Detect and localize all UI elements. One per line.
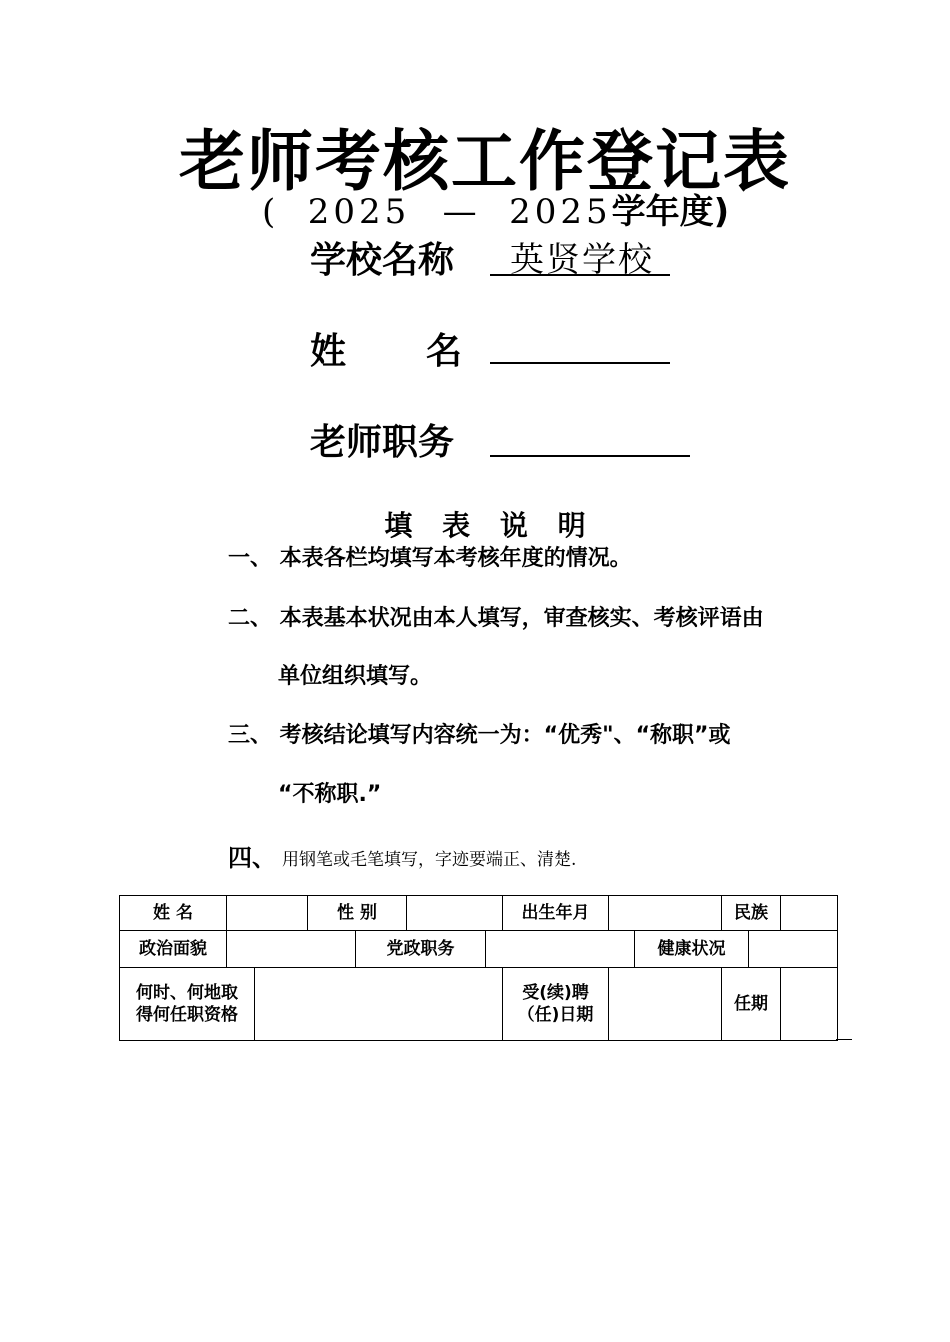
term-header-cell: 任期: [721, 967, 781, 1041]
ethnicity-input-cell[interactable]: [780, 895, 838, 931]
teacher-duty-field[interactable]: [490, 455, 690, 457]
qualification-header-cell: 何时、何地取得何任职资格: [119, 967, 255, 1041]
instruction-item-1: 一、 本表各栏均填写本考核年度的情况。: [228, 546, 632, 571]
school-name-label: 学校名称: [310, 240, 455, 281]
name-input-cell[interactable]: [226, 895, 308, 931]
health-header-cell: 健康状况: [634, 930, 749, 968]
year-suffix: 学年度): [611, 192, 730, 232]
basic-info-table: [119, 895, 838, 1041]
instruction-item-2: 二、 本表基本状况由本人填写，审查核实、考核评语由: [228, 606, 764, 631]
term-input-cell[interactable]: [780, 967, 838, 1041]
political-header-cell: 政治面貌: [119, 930, 227, 968]
instruction-item-3-cont: “不称职.”: [278, 782, 382, 807]
birth-header-cell: 出生年月: [502, 895, 609, 931]
party-post-input-cell[interactable]: [485, 930, 635, 968]
year-open-paren: (: [262, 192, 276, 232]
gender-header-cell: 性 别: [307, 895, 407, 931]
party-post-header-cell: 党政职务: [355, 930, 486, 968]
table-edge-divider: [836, 1039, 852, 1040]
appoint-date-input-cell[interactable]: [608, 967, 722, 1041]
instructions-title: 填 表 说 明: [384, 509, 596, 542]
instruction-item-4-number: 四、: [228, 844, 276, 872]
name-label: [310, 323, 462, 374]
year-dash: —: [442, 192, 477, 232]
gender-input-cell[interactable]: [406, 895, 503, 931]
instruction-item-3: 三、 考核结论填写内容统一为：“优秀"、“称职”或: [228, 723, 731, 748]
academic-year-line: [262, 184, 729, 233]
name-label-part2: 名: [426, 331, 463, 372]
appoint-date-header-cell: 受(续)聘（任)日期: [502, 967, 609, 1041]
end-year: 2025: [509, 192, 612, 232]
instruction-item-2-cont: 单位组织填写。: [278, 664, 433, 689]
name-label-part1: 姓: [310, 331, 347, 372]
teacher-duty-label: 老师职务: [310, 422, 455, 463]
name-header-cell: 姓 名: [119, 895, 227, 931]
page-title: 老师考核工作登记表: [179, 123, 791, 200]
school-name-field[interactable]: 英贤学校: [490, 232, 670, 276]
instruction-item-4: 用钢笔或毛笔填写，字迹要端正、清楚.: [282, 850, 577, 870]
birth-input-cell[interactable]: [608, 895, 722, 931]
ethnicity-header-cell: 民族: [721, 895, 781, 931]
political-input-cell[interactable]: [226, 930, 356, 968]
start-year: 2025: [307, 192, 411, 232]
qualification-input-cell[interactable]: [254, 967, 503, 1041]
name-field[interactable]: [490, 362, 670, 364]
health-input-cell[interactable]: [748, 930, 838, 968]
